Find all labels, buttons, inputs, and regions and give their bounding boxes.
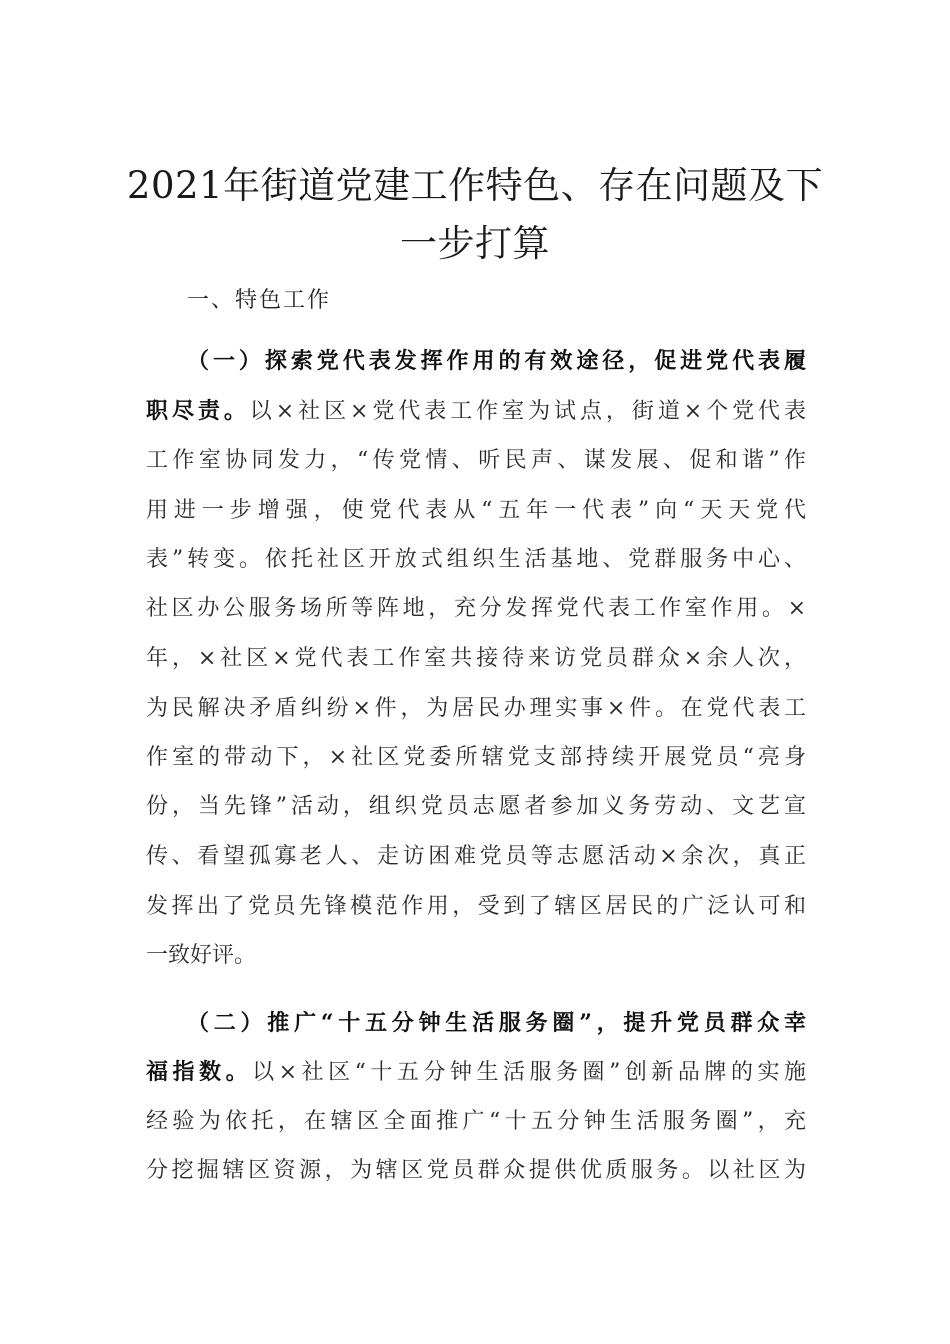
paragraph-1-line-7: 年，×社区×党代表工作室共接待来访党员群众×余人次， bbox=[146, 646, 806, 671]
paragraph-1-bold-heading-end: 职尽责。 bbox=[146, 398, 250, 424]
paragraph-1-text-start: 以×社区×党代表工作室为试点，街道×个党代表 bbox=[249, 399, 806, 424]
document-title-line-2: 一步打算 bbox=[400, 222, 550, 265]
paragraph-1-line-9: 作室的带动下，×社区党委所辖党支部持续开展党员“亮身 bbox=[146, 745, 806, 770]
paragraph-1-line-4: 用进一步增强，使党代表从“五年一代表”向“天天党代 bbox=[146, 498, 806, 523]
paragraph-1-line-13: 一致好评。 bbox=[146, 943, 257, 968]
paragraph-2-bold-heading-end: 福指数。 bbox=[146, 1059, 253, 1085]
paragraph-2-line-2 bbox=[146, 1057, 806, 1087]
paragraph-1-bold-heading: （一）探索党代表发挥作用的有效途径，促进党代表履 bbox=[187, 348, 806, 374]
paragraph-1-line-10: 份，当先锋”活动，组织党员志愿者参加义务劳动、文艺宣 bbox=[146, 794, 806, 819]
paragraph-1-line-12: 发挥出了党员先锋模范作用，受到了辖区居民的广泛认可和 bbox=[146, 894, 806, 919]
paragraph-2-line-1 bbox=[187, 1008, 806, 1038]
paragraph-1-line-1 bbox=[187, 346, 806, 376]
document-title-line-1: 2021年街道党建工作特色、存在问题及下 bbox=[126, 164, 824, 207]
paragraph-1-line-11: 传、看望孤寡老人、走访困难党员等志愿活动×余次，真正 bbox=[146, 844, 806, 869]
paragraph-1-line-3: 工作室协同发力，“传党情、听民声、谋发展、促和谐”作 bbox=[146, 448, 806, 473]
paragraph-2-line-3: 经验为依托，在辖区全面推广“十五分钟生活服务圈”，充 bbox=[146, 1109, 806, 1134]
paragraph-2-line-4: 分挖掘辖区资源，为辖区党员群众提供优质服务。以社区为 bbox=[146, 1158, 806, 1183]
paragraph-1-line-8: 为民解决矛盾纠纷×件，为居民办理实事×件。在党代表工 bbox=[146, 696, 806, 721]
paragraph-2-text-start: 以×社区“十五分钟生活服务圈”创新品牌的实施 bbox=[252, 1060, 806, 1085]
paragraph-1-line-5: 表”转变。依托社区开放式组织生活基地、党群服务中心、 bbox=[146, 547, 806, 572]
paragraph-1-line-2 bbox=[146, 396, 806, 426]
section-heading-featured-work: 一、特色工作 bbox=[187, 288, 332, 313]
paragraph-1-line-6: 社区办公服务场所等阵地，充分发挥党代表工作室作用。× bbox=[146, 596, 806, 621]
paragraph-2-bold-heading: （二）推广“十五分钟生活服务圈”，提升党员群众幸 bbox=[187, 1010, 806, 1036]
